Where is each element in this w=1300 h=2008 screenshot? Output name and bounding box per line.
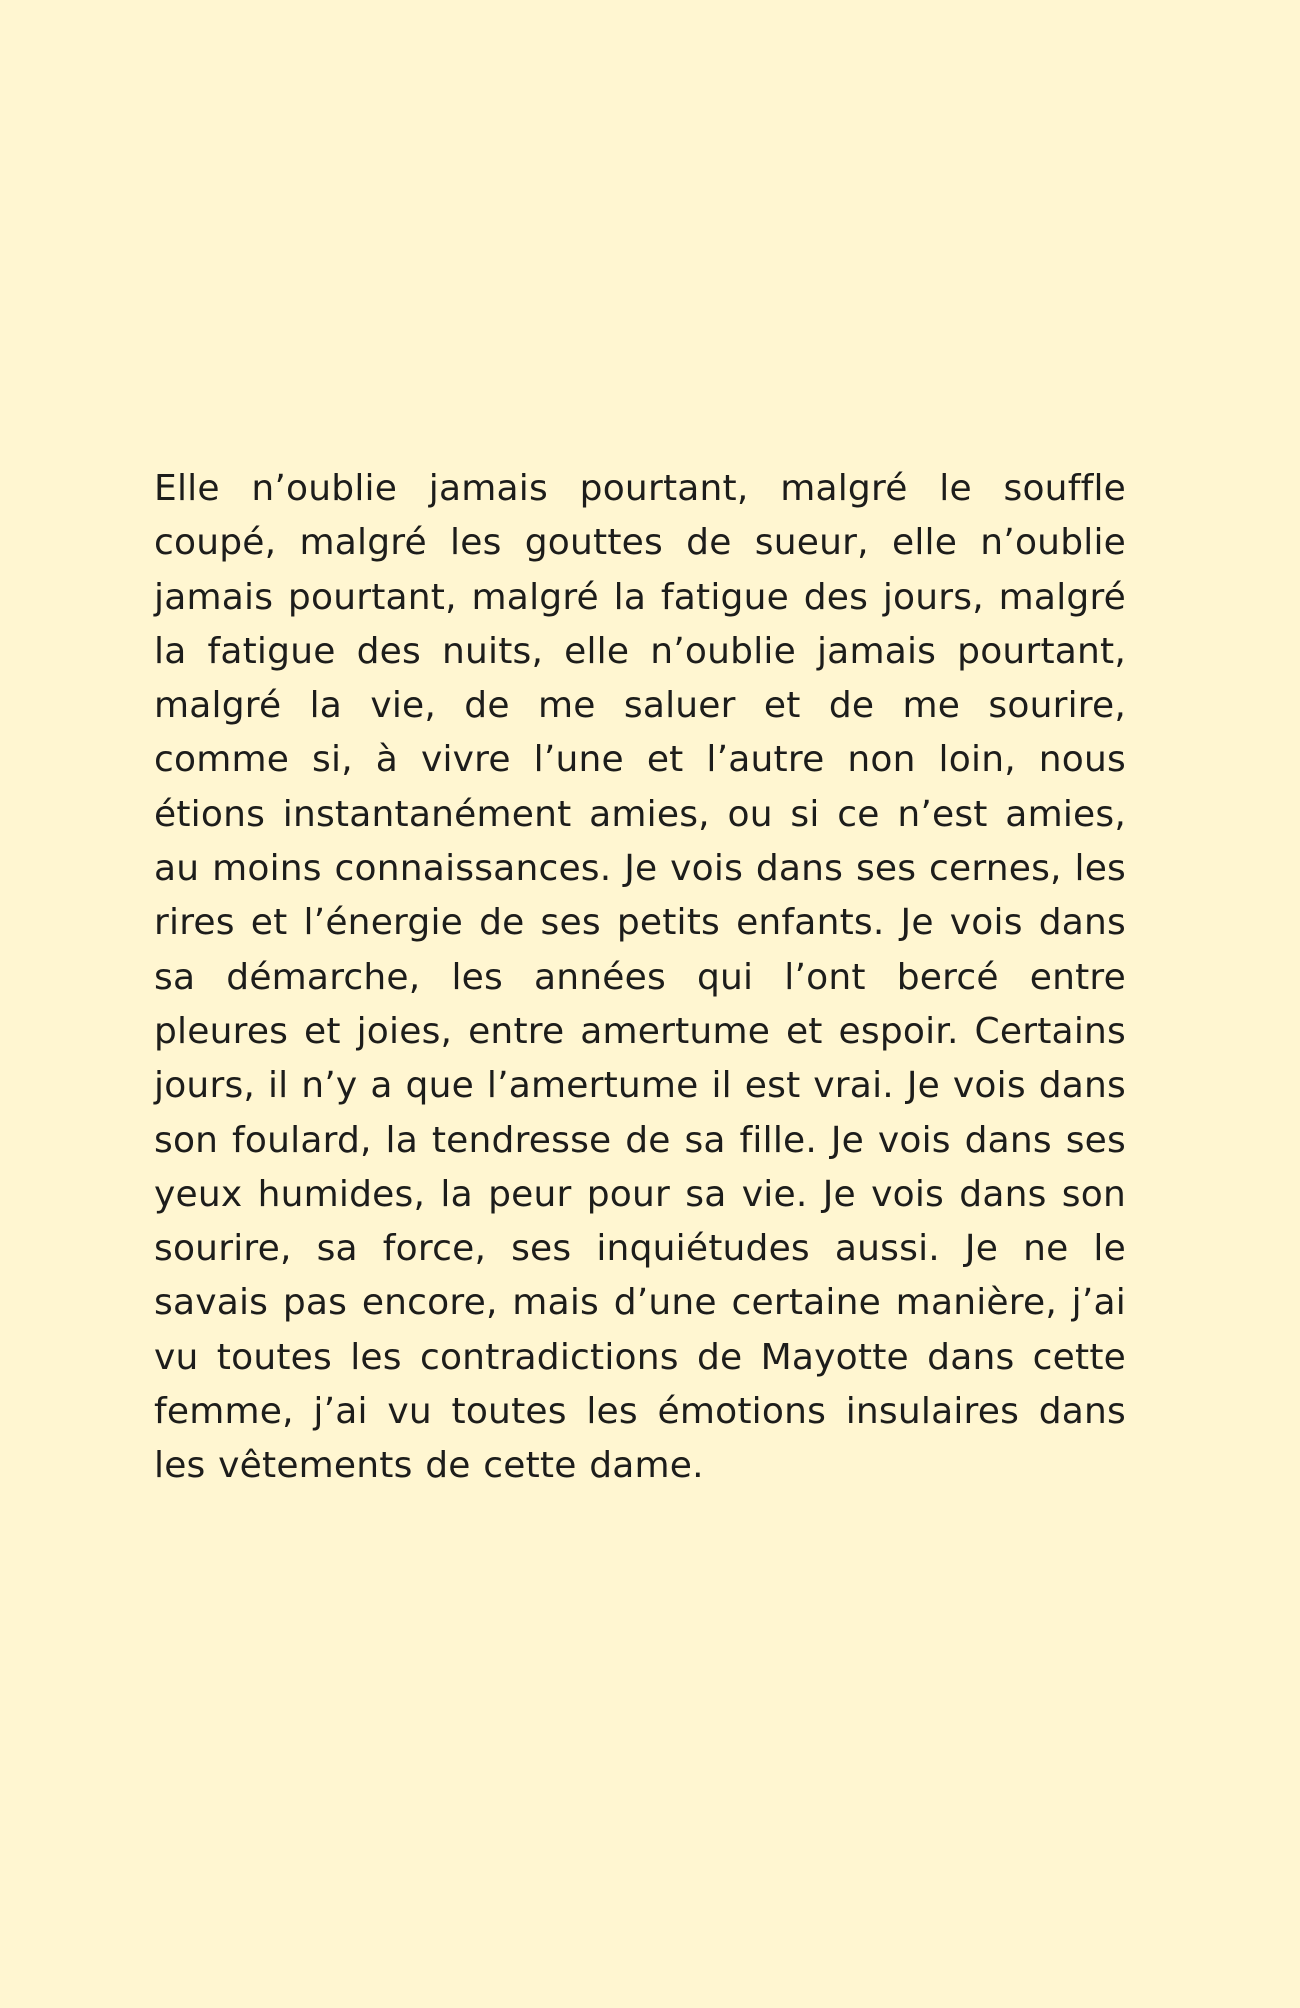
body-paragraph: Elle n’oublie jamais pourtant, malgré le souffle coupé, malgré les gouttes de sueur, elle n’oublie jamais pourtant, malgré la fatigue des jours, malgré la fatigue des nuits, elle n’oublie jamais pourtant, malgré la vie, de me saluer et de me sourire, comme si, à vivre l’une et l’autre non loin, nous étions instantanément amies, ou si ce n’est amies, au moins connaissances. Je vois dans ses cernes, les rires et l’énergie de ses petits enfants. Je vois dans sa démarche, les années qui l’ont bercé entre pleures et joies, entre amertume et espoir. Certains jours, il n’y a que l’amertume il est vrai. Je vois dans son foulard, la tendresse de sa fille. Je vois dans ses yeux humides, la peur pour sa vie. Je vois dans son sourire, sa force, ses inquiétudes aussi. Je ne le savais pas encore, mais d’une certaine manière, j’ai vu toutes les contradictions de Mayotte dans cette femme, j’ai vu toutes les émotions insulaires dans les vêtements de cette dame. bbox=[154, 468, 1126, 1487]
